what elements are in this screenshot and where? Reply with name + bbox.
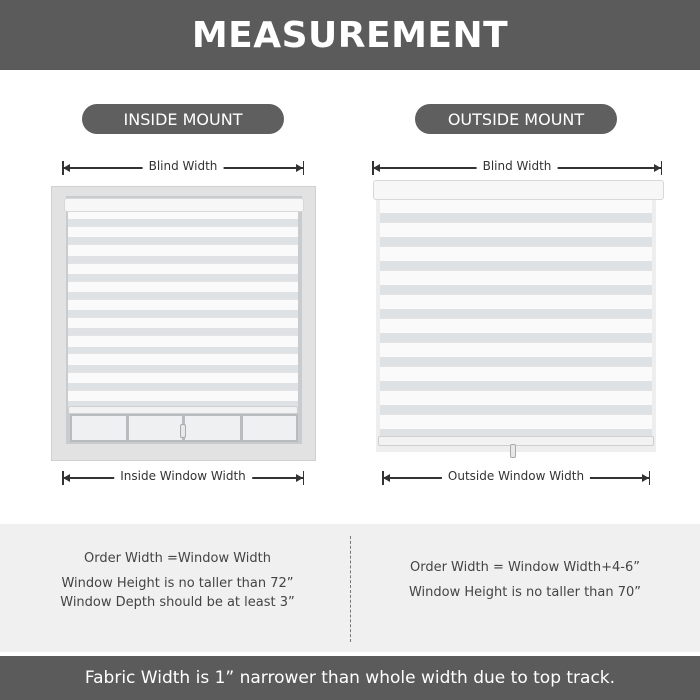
inside-height-note: Window Height is no taller than 72” [61, 576, 294, 591]
inside-window-width-dimension [62, 471, 304, 485]
shade-sheer-band [68, 365, 298, 372]
shade-fabric-band [68, 372, 298, 383]
shade-fabric-band [380, 198, 652, 213]
shade-fabric-band [68, 281, 298, 292]
shade-sheer-band [380, 405, 652, 414]
outside-order-width-note: Order Width = Window Width+4-6” [409, 560, 641, 575]
outside-mount-badge: OUTSIDE MOUNT [415, 104, 617, 134]
inside-pull-tab [180, 424, 186, 438]
shade-fabric-band [68, 263, 298, 274]
inside-blind-width-label: Blind Width [143, 159, 224, 173]
shade-fabric-band [380, 246, 652, 261]
shade-sheer-band [68, 383, 298, 390]
inside-zebra-shade [68, 208, 298, 408]
inside-blind-width-dimension [62, 161, 304, 175]
shade-sheer-band [68, 328, 298, 335]
outside-blind-width-dimension [372, 161, 662, 175]
shade-sheer-band [68, 292, 298, 299]
shade-fabric-band [380, 294, 652, 309]
shade-fabric-band [380, 366, 652, 381]
outside-window-width-label: Outside Window Width [442, 469, 590, 483]
outside-pull-tab [510, 444, 516, 458]
shade-sheer-band [68, 219, 298, 226]
shade-fabric-band [68, 353, 298, 364]
shade-sheer-band [68, 310, 298, 317]
inside-depth-note: Window Depth should be at least 3” [60, 595, 295, 610]
outside-headrail [373, 180, 664, 200]
outside-zebra-shade [380, 198, 652, 438]
inside-window-width-label: Inside Window Width [114, 469, 252, 483]
shade-sheer-band [380, 381, 652, 390]
outside-height-note: Window Height is no taller than 70” [408, 585, 642, 600]
outside-bottom-rail [378, 436, 654, 446]
shade-sheer-band [380, 333, 652, 342]
footer-banner [0, 656, 700, 700]
header-banner [0, 0, 700, 70]
shade-fabric-band [380, 318, 652, 333]
page-title: MEASUREMENT [191, 14, 509, 56]
shade-fabric-band [380, 414, 652, 429]
inside-order-width-note: Order Width =Window Width [83, 551, 272, 566]
inside-headrail [64, 198, 304, 212]
shade-fabric-band [68, 390, 298, 401]
shade-sheer-band [380, 261, 652, 270]
shade-fabric-band [380, 222, 652, 237]
outside-window-width-dimension [382, 471, 650, 485]
inside-bottom-rail [68, 406, 298, 414]
shade-fabric-band [68, 317, 298, 328]
shade-fabric-band [68, 335, 298, 346]
shade-sheer-band [380, 237, 652, 246]
shade-sheer-band [68, 256, 298, 263]
shade-sheer-band [380, 357, 652, 366]
shade-fabric-band [380, 270, 652, 285]
shade-sheer-band [68, 347, 298, 354]
outside-blind-width-label: Blind Width [477, 159, 558, 173]
shade-sheer-band [380, 285, 652, 294]
shade-sheer-band [380, 213, 652, 222]
fabric-width-note: Fabric Width is 1” narrower than whole width due to top track. [84, 668, 616, 688]
shade-fabric-band [68, 244, 298, 255]
shade-fabric-band [68, 299, 298, 310]
inside-mount-badge: INSIDE MOUNT [82, 104, 284, 134]
shade-sheer-band [380, 309, 652, 318]
shade-fabric-band [68, 226, 298, 237]
shade-fabric-band [380, 390, 652, 405]
shade-fabric-band [380, 342, 652, 357]
shade-sheer-band [68, 274, 298, 281]
shade-sheer-band [68, 237, 298, 244]
